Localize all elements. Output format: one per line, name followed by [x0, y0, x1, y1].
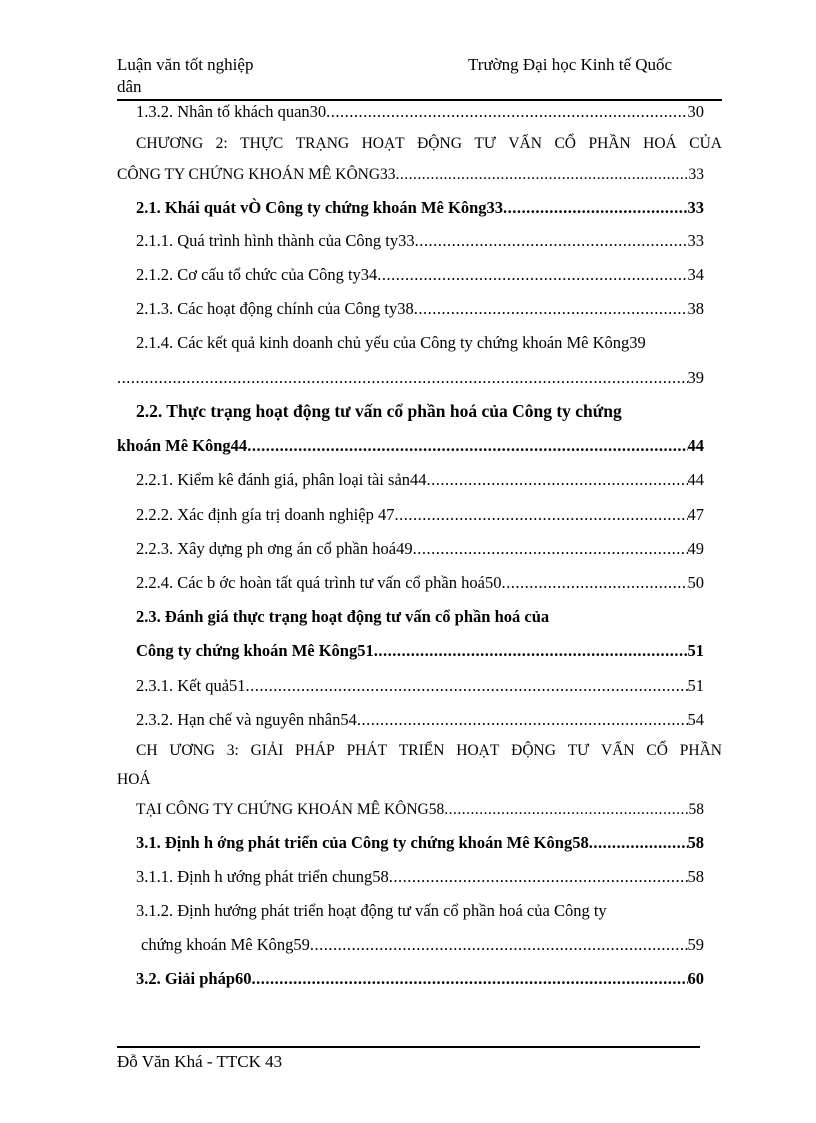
- toc-chapter-2-heading[interactable]: CHƯƠNG 2: THỰC TRẠNG HOẠT ĐỘNG TƯ VẤN CỔ PHẦN HOÁ CỦA: [136, 135, 722, 152]
- toc-entry-1-3-2[interactable]: 1.3.2. Nhân tố khách quan30 ..... 30: [136, 100, 704, 124]
- toc-entry-2-2-2[interactable]: 2.2.2. Xác định gía trị doanh nghiệp 47 ..... 47: [136, 503, 704, 527]
- toc-entry-2-2-cont[interactable]: khoán Mê Kông44 ..... 44: [117, 434, 704, 458]
- toc-entry-2-3[interactable]: 2.3. Đánh giá thực trạng hoạt động tư vấn cổ phần hoá của: [136, 607, 550, 626]
- toc-entry-2-2-1[interactable]: 2.2.1. Kiểm kê đánh giá, phân loại tài sản44 ..... 44: [136, 468, 704, 492]
- toc-entry-3-1[interactable]: 3.1. Định h ớng phát triển của Công ty chứng khoán Mê Kông58 ..... 58: [136, 831, 704, 855]
- toc-entry-2-3-cont[interactable]: Công ty chứng khoán Mê Kông51 ..... 51: [136, 639, 704, 663]
- toc-chapter-2-heading-cont[interactable]: CÔNG TY CHỨNG KHOÁN MÊ KÔNG33 ..... 33: [117, 163, 704, 187]
- header-thesis-label: Luận văn tốt nghiệp: [117, 55, 254, 74]
- toc-entry-2-3-2[interactable]: 2.3.2. Hạn chế và nguyên nhân54 ..... 54: [136, 708, 704, 732]
- toc-chapter-3-heading-cont[interactable]: HOÁ: [117, 771, 151, 788]
- toc-entry-2-2-4[interactable]: 2.2.4. Các b ớc hoàn tất quá trình tư vấn cổ phần hoá50 ..... 50: [136, 571, 704, 595]
- toc-entry-2-1-3[interactable]: 2.1.3. Các hoạt động chính của Công ty38 ..... 38: [136, 297, 704, 321]
- toc-entry-2-1-4[interactable]: 2.1.4. Các kết quả kinh doanh chủ yếu của Công ty chứng khoán Mê Kông39: [136, 333, 646, 352]
- toc-entry-3-2[interactable]: 3.2. Giải pháp60 ..... 60: [136, 967, 704, 991]
- toc-entry-2-1-1[interactable]: 2.1.1. Quá trình hình thành của Công ty33 ..... 33: [136, 229, 704, 253]
- toc-entry-3-1-1[interactable]: 3.1.1. Định h ướng phát triển chung58 ..... 58: [136, 865, 704, 889]
- header-thesis-label-cont: dân: [117, 77, 142, 96]
- toc-entry-2-3-1[interactable]: 2.3.1. Kết quả51 ..... 51: [136, 674, 704, 698]
- toc-chapter-3-heading-page[interactable]: TẠI CÔNG TY CHỨNG KHOÁN MÊ KÔNG58 ..... 58: [136, 798, 704, 822]
- toc-entry-3-1-2[interactable]: 3.1.2. Định hướng phát triển hoạt động tư vấn cổ phần hoá của Công ty: [136, 901, 607, 920]
- toc-entry-2-2[interactable]: 2.2. Thực trạng hoạt động tư vấn cổ phần hoá của Công ty chứng: [136, 401, 622, 421]
- header-university: Trường Đại học Kinh tế Quốc: [468, 55, 673, 74]
- toc-entry-2-2-3[interactable]: 2.2.3. Xây dựng ph ơng án cổ phần hoá49 ..... 49: [136, 537, 704, 561]
- footer-author: Đỗ Văn Khá - TTCK 43: [117, 1052, 283, 1071]
- footer-rule: [117, 1046, 700, 1048]
- toc-entry-2-1-2[interactable]: 2.1.2. Cơ cấu tổ chức của Công ty34 ..... 34: [136, 263, 704, 287]
- toc-entry-2-1-4-cont[interactable]: ..... 39: [117, 366, 704, 390]
- toc-chapter-3-heading[interactable]: CH ƯƠNG 3: GIẢI PHÁP PHÁT TRIỂN HOẠT ĐỘNG TƯ VẤN CỔ PHẦN: [136, 742, 722, 759]
- toc-entry-2-1[interactable]: 2.1. Khái quát vÒ Công ty chứng khoán Mê Kông33 ..... 33: [136, 196, 704, 220]
- toc-entry-3-1-2-cont[interactable]: chứng khoán Mê Kông59 ..... 59: [141, 933, 704, 957]
